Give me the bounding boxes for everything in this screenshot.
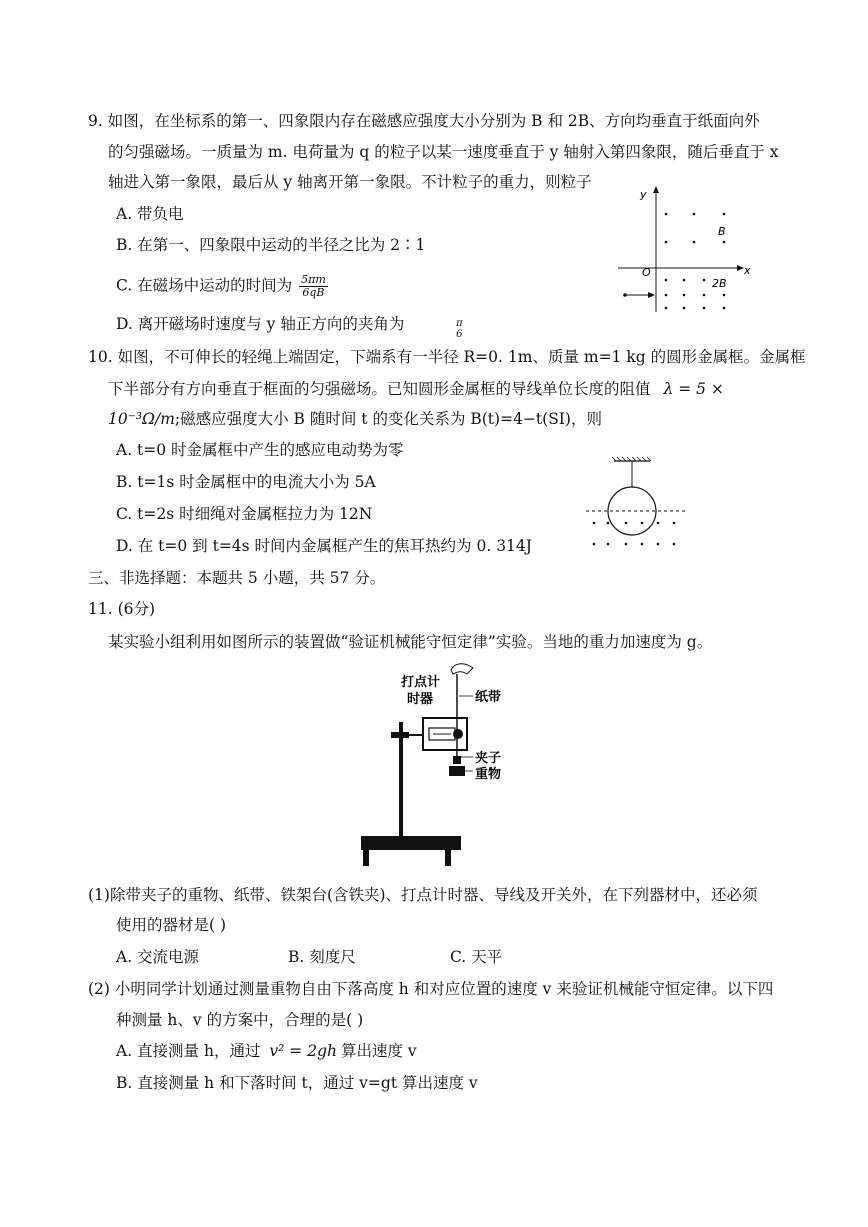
field-dots <box>593 522 676 546</box>
field-b-label: B <box>718 225 726 238</box>
q10-metal-frame-figure <box>580 455 692 555</box>
q10-line-1: 10. 如图，不可伸长的轻绳上端固定，下端系有一半径 R=0. 1m、质量 m=1 kg 的圆形金属框。金属框 <box>88 348 806 366</box>
q10-line-3 <box>108 409 602 429</box>
q9-line-3: 轴进入第一象限，最后从 y 轴离开第一象限。不计粒子的重力，则粒子 <box>108 173 592 191</box>
q11-part-2-line-1: (2) 小明同学计划通过测量重物自由下落高度 h 和对应位置的速度 v 来验证机械能守恒定律。以下四 <box>88 980 774 998</box>
timer-label-line-2: 时器 <box>407 692 434 707</box>
y-axis-label: y <box>640 188 647 201</box>
q11-part-2-option-b: B. 直接测量 h 和下落时间 t，通过 v=gt 算出速度 v <box>116 1074 478 1092</box>
q11-part-2-option-a-formula: v² = 2gh <box>269 1042 337 1060</box>
q10-resistance-value: 10⁻³Ω/m <box>108 410 175 428</box>
q10-option-b: B. t=1s 时金属框中的电流大小为 5A <box>116 473 376 491</box>
q11-part-2-option-a <box>116 1041 417 1061</box>
q11-part-2-line-2: 种测量 h、v 的方案中，合理的是( ) <box>116 1011 364 1029</box>
q11-part-1-line-2: 使用的器材是( ) <box>116 916 227 934</box>
origin-label: O <box>642 266 651 279</box>
q9-option-d-fraction <box>452 318 467 340</box>
q9-option-a: A. 带负电 <box>116 205 184 223</box>
q11-part-1-option-a: A. 交流电源 <box>116 948 200 966</box>
field-dots <box>665 213 726 310</box>
fraction-numerator: 5πm <box>301 273 326 286</box>
fraction-denominator: 6qB <box>302 286 325 299</box>
weight-label: 重物 <box>475 767 502 782</box>
q9-option-c-fraction <box>299 274 328 299</box>
paper-tape-label: 纸带 <box>475 690 502 705</box>
section-3-heading: 三、非选择题：本题共 5 小题，共 57 分。 <box>88 569 386 587</box>
clip-label: 夹子 <box>475 751 502 766</box>
q10-option-c: C. t=2s 时细绳对金属框拉力为 12N <box>116 505 373 523</box>
q11-apparatus-figure <box>355 660 520 870</box>
fraction-denominator: 6 <box>456 329 463 340</box>
q10-option-d: D. 在 t=0 到 t=4s 时间内金属框产生的焦耳热约为 0. 314J <box>116 537 532 555</box>
q9-line-1: 9. 如图，在坐标系的第一、四象限内存在磁感应强度大小分别为 B 和 2B、方向均垂直于纸面向外 <box>88 112 760 130</box>
q11-part-2-option-a-suffix: 算出速度 v <box>340 1042 417 1060</box>
q9-option-c-text: C. 在磁场中运动的时间为 <box>116 276 293 295</box>
timer-label-line-1: 打点计 <box>401 675 441 690</box>
field-2b-label: 2B <box>712 277 727 290</box>
q11-part-1-option-c: C. 天平 <box>450 948 503 966</box>
x-axis-label: x <box>744 264 751 277</box>
q9-magnetic-field-figure <box>612 184 762 316</box>
q11-part-1-line-1: (1)除带夹子的重物、纸带、铁架台(含铁夹)、打点计时器、导线及开关外，在下列器材中，还必须 <box>88 886 758 904</box>
q10-line-2-text: 下半部分有方向垂直于框面的匀强磁场。已知圆形金属框的导线单位长度的阻值 <box>108 380 651 398</box>
q10-lambda: λ = 5 × <box>663 380 724 398</box>
q11-intro: 某实验小组利用如图所示的装置做“验证机械能守恒定律”实验。当地的重力加速度为 g。 <box>108 633 713 651</box>
q9-option-d: D. 离开磁场时速度与 y 轴正方向的夹角为 <box>116 315 405 333</box>
q9-option-c <box>116 274 330 299</box>
fraction-numerator: π <box>456 318 463 329</box>
q11-header: 11. (6分) <box>88 600 156 618</box>
q9-option-b: B. 在第一、四象限中运动的半径之比为 2∶1 <box>116 236 426 254</box>
q9-line-2: 的匀强磁场。一质量为 m. 电荷量为 q 的粒子以某一速度垂直于 y 轴射入第四象限，随后垂直于 x <box>108 143 779 161</box>
q11-part-2-option-a-text: A. 直接测量 h，通过 <box>116 1042 261 1060</box>
q10-option-a: A. t=0 时金属框中产生的感应电动势为零 <box>116 441 404 459</box>
q10-line-2 <box>108 379 724 399</box>
q10-line-3-text: ;磁感应强度大小 B 随时间 t 的变化关系为 B(t)=4−t(SI)，则 <box>174 410 602 428</box>
q11-part-1-option-b: B. 刻度尺 <box>288 948 356 966</box>
